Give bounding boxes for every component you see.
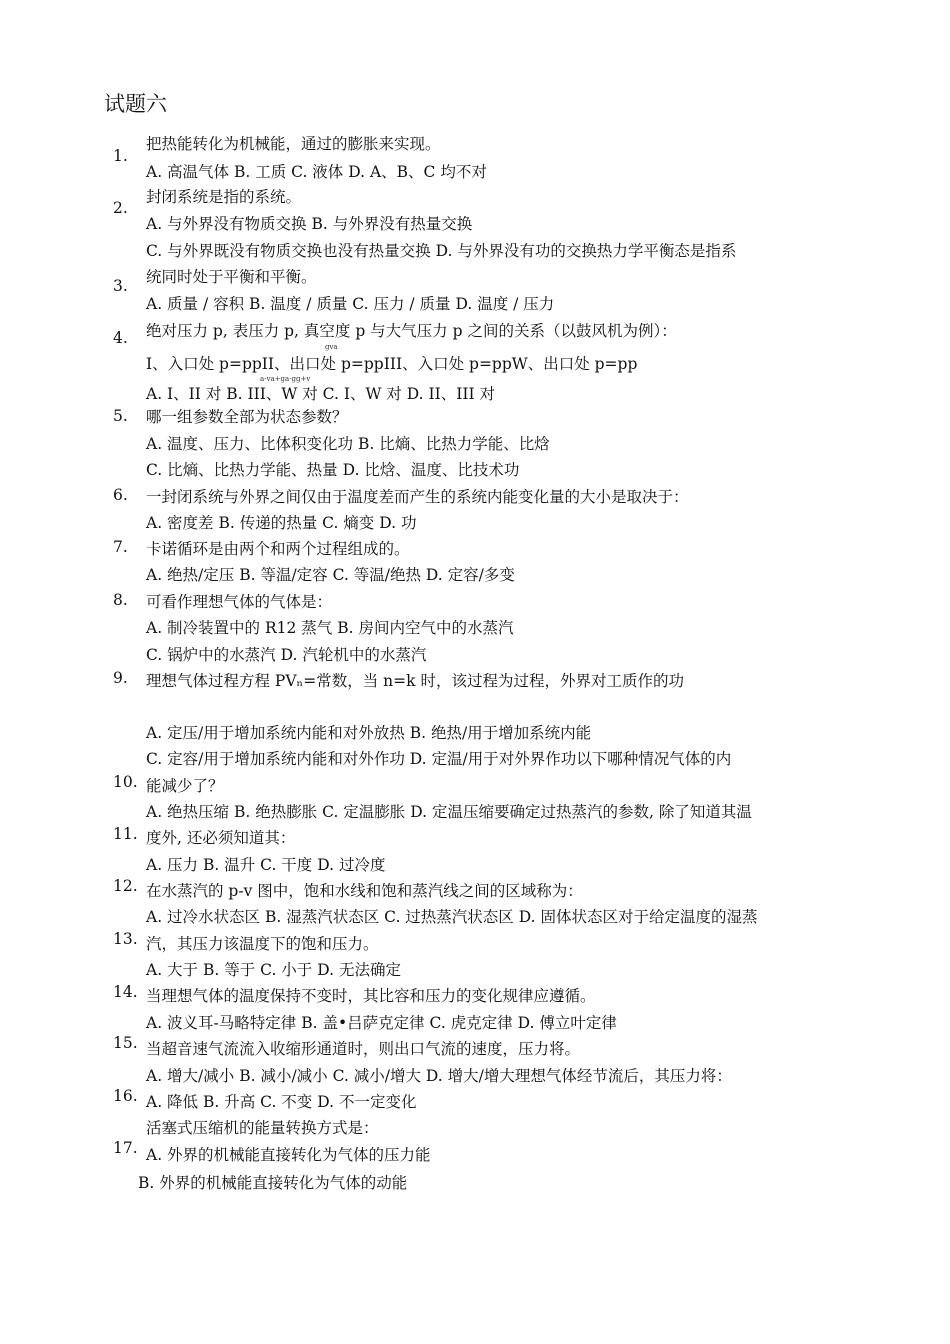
text-line: 度外, 还必须知道其： <box>146 829 296 847</box>
text-line: A. 大于 B. 等于 C. 小于 D. 无法确定 <box>146 961 401 979</box>
question-number-4: 4. <box>113 329 128 347</box>
text-line: 活塞式压缩机的能量转换方式是： <box>146 1119 379 1137</box>
text-line: A. 绝热压缩 B. 绝热膨胀 C. 定温膨胀 D. 定温压缩要确定过热蒸汽的参数, 除了知道其温 <box>146 803 752 821</box>
question-number-17: 17. <box>113 1139 138 1157</box>
text-line: A. 密度差 B. 传递的热量 C. 熵变 D. 功 <box>146 514 417 532</box>
question-number-6: 6. <box>113 486 128 504</box>
text-line: C. 比熵、比热力学能、热量 D. 比焓、温度、比技术功 <box>146 461 520 479</box>
text-line: A. I、II 对 B. III、W 对 C. I、W 对 D. II、III 对 <box>146 385 496 403</box>
text-line: C. 锅炉中的水蒸汽 D. 汽轮机中的水蒸汽 <box>146 646 427 664</box>
question-number-5: 5. <box>113 407 128 425</box>
text-line: 当超音速气流流入收缩形通道时，则出口气流的速度，压力将。 <box>146 1040 581 1058</box>
question-number-13: 13. <box>113 930 138 948</box>
text-line: 绝对压力 p, 表压力 p, 真空度 p 与大气压力 p 之间的关系（以鼓风机为例）： <box>146 322 677 340</box>
question-number-7: 7. <box>113 538 128 556</box>
text-line: 在水蒸汽的 p-v 图中，饱和水线和饱和蒸汽线之间的区域称为： <box>146 882 583 900</box>
text-line: A. 过冷水状态区 B. 湿蒸汽状态区 C. 过热蒸汽状态区 D. 固体状态区对于给定温度的湿蒸 <box>146 908 758 926</box>
text-line: A. 温度、压力、比体积变化功 B. 比熵、比热力学能、比焓 <box>146 435 550 453</box>
text-line: A. 增大/减小 B. 减小/减小 C. 减小/增大 D. 增大/增大理想气体经节流后，其压力将： <box>146 1067 732 1085</box>
question-number-11: 11. <box>113 825 138 843</box>
text-line: B. 外界的机械能直接转化为气体的动能 <box>138 1174 408 1192</box>
text-line: A. 波义耳-马略特定律 B. 盖•吕萨克定律 C. 虎克定律 D. 傅立叶定律 <box>146 1014 617 1032</box>
question-number-2: 2. <box>113 199 128 217</box>
text-line: 一封闭系统与外界之间仅由于温度差而产生的系统内能变化量的大小是取决于： <box>146 488 689 506</box>
text-line: 可看作理想气体的气体是： <box>146 593 333 611</box>
text-line: 能减少了？ <box>146 777 224 795</box>
text-line: I、入口处 p=ppII、出口处 p=ppIII、入口处 p=ppW、出口处 p=pp <box>146 355 638 373</box>
text-line: A. 压力 B. 温升 C. 干度 D. 过冷度 <box>146 856 386 874</box>
subscript-annotation: gva <box>325 343 338 351</box>
text-line: C. 与外界既没有物质交换也没有热量交换 D. 与外界没有功的交换热力学平衡态是指系 <box>146 242 737 260</box>
text-line: 理想气体过程方程 PVₙ=常数，当 n=k 时，该过程为过程，外界对工质作的功 <box>146 672 684 690</box>
text-line: 统同时处于平衡和平衡。 <box>146 268 317 286</box>
question-number-8: 8. <box>113 591 128 609</box>
text-line: A. 质量 / 容积 B. 温度 / 质量 C. 压力 / 质量 D. 温度 / 压力 <box>146 295 555 313</box>
text-line: C. 定容/用于增加系统内能和对外作功 D. 定温/用于对外界作功以下哪种情况气体的内 <box>146 750 732 768</box>
question-number-9: 9. <box>113 669 128 687</box>
text-line: A. 与外界没有物质交换 B. 与外界没有热量交换 <box>146 215 473 233</box>
text-line: 哪一组参数全部为状态参数？ <box>146 408 348 426</box>
text-line: 当理想气体的温度保持不变时，其比容和压力的变化规律应遵循。 <box>146 987 596 1005</box>
page-title: 试题六 <box>104 92 167 116</box>
text-line: 卡诺循环是由两个和两个过程组成的。 <box>146 540 410 558</box>
question-number-12: 12. <box>113 877 138 895</box>
text-line: 封闭系统是指的系统。 <box>146 188 302 206</box>
subscript-annotation: a-va+ga-gg+v <box>260 375 311 383</box>
text-line: 汽，其压力该温度下的饱和压力。 <box>146 935 379 953</box>
text-line: A. 绝热/定压 B. 等温/定容 C. 等温/绝热 D. 定容/多变 <box>146 566 515 584</box>
question-number-16: 16. <box>113 1087 138 1105</box>
text-line: A. 降低 B. 升高 C. 不变 D. 不一定变化 <box>146 1093 417 1111</box>
text-line: A. 制冷装置中的 R12 蒸气 B. 房间内空气中的水蒸汽 <box>146 619 514 637</box>
text-line: 把热能转化为机械能，通过的膨胀来实现。 <box>146 135 441 153</box>
question-number-10: 10. <box>113 773 138 791</box>
text-line: A. 外界的机械能直接转化为气体的压力能 <box>146 1146 431 1164</box>
text-line: A. 高温气体 B. 工质 C. 液体 D. A、B、C 均不对 <box>146 163 487 181</box>
text-line: A. 定压/用于增加系统内能和对外放热 B. 绝热/用于增加系统内能 <box>146 724 592 742</box>
question-number-15: 15. <box>113 1034 138 1052</box>
question-number-3: 3. <box>113 277 128 295</box>
question-number-1: 1. <box>113 147 128 165</box>
question-number-14: 14. <box>113 983 138 1001</box>
